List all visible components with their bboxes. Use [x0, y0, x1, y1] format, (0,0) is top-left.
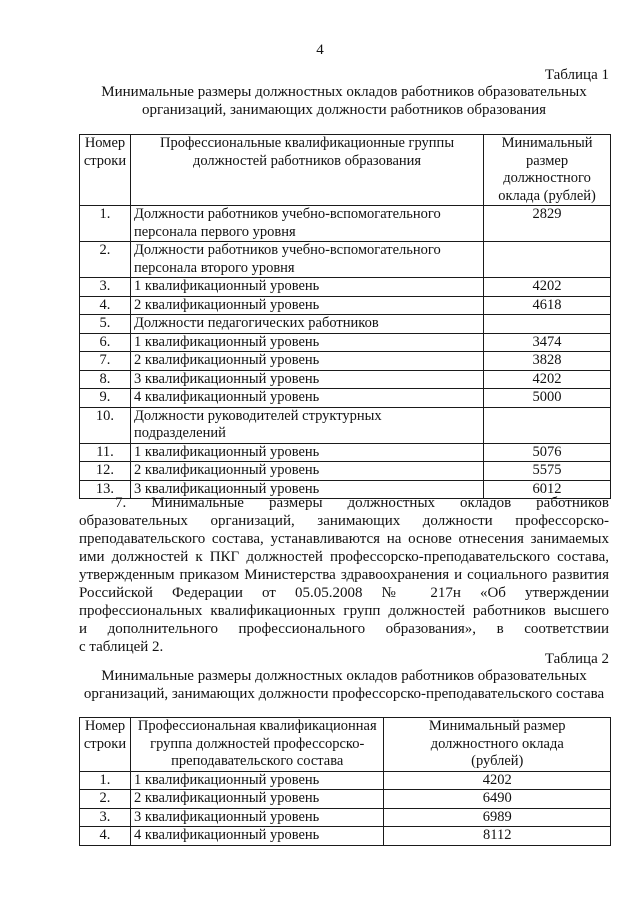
table-row — [80, 443, 611, 462]
row-number: 8. — [80, 370, 131, 389]
row-name — [130, 407, 483, 443]
table-row — [80, 407, 611, 443]
row-number: 13. — [80, 480, 131, 499]
row-number: 12. — [80, 462, 131, 481]
row-value: 4618 — [484, 296, 611, 315]
row-value: 2829 — [484, 206, 611, 242]
table1-title-line2: организаций, занимающих должности работников образования — [141, 101, 547, 118]
table-row — [80, 808, 611, 827]
row-number: 4. — [80, 296, 131, 315]
table2-title-line1: Минимальные размеры должностных окладов работников образовательных — [101, 668, 587, 684]
row-name: Должности педагогических работников — [130, 315, 483, 334]
table1 — [79, 134, 611, 499]
row-value: 4202 — [484, 370, 611, 389]
row-value: 4202 — [384, 771, 611, 790]
row-number: 5. — [80, 315, 131, 334]
header-text: оклада (рублей) — [498, 187, 596, 204]
row-number: 9. — [80, 389, 131, 408]
table-row — [80, 296, 611, 315]
row-name — [130, 242, 483, 278]
row-name-line: подразделений — [133, 425, 226, 441]
row-number: 2. — [80, 790, 131, 809]
table1-header-number — [80, 135, 131, 206]
table-row — [80, 771, 611, 790]
header-text: должностного — [503, 170, 591, 186]
header-text: группа должностей профессорско- — [150, 735, 365, 752]
table-row — [80, 462, 611, 481]
row-name: 2 квалификационный уровень — [130, 352, 483, 371]
paragraph-line: ими должностей к ПКГ должностей профессорско-преподавательского состава, — [79, 549, 609, 565]
table-row — [80, 352, 611, 371]
header-text: Номер — [84, 718, 126, 734]
header-text: строки — [83, 735, 127, 752]
table2-title — [69, 668, 619, 703]
table1-header-row — [80, 135, 611, 206]
row-value: 6490 — [384, 790, 611, 809]
row-number: 2. — [80, 242, 131, 278]
row-name: 4 квалификационный уровень — [130, 827, 384, 846]
table2-header-number — [80, 718, 131, 772]
row-name-line: Должности работников учебно-вспомогательного — [133, 206, 441, 222]
row-value: 4202 — [484, 278, 611, 297]
table-row — [80, 278, 611, 297]
row-name: 1 квалификационный уровень — [130, 278, 483, 297]
row-name-line: персонала второго уровня — [133, 259, 295, 276]
header-text: преподавательского состава — [171, 753, 344, 769]
row-number: 7. — [80, 352, 131, 371]
table-row — [80, 206, 611, 242]
table-row — [80, 315, 611, 334]
header-text: должностей работников образования — [192, 152, 422, 169]
paragraph-line: Российской Федерации от 05.05.2008 № 217н «Об утверждении — [79, 585, 609, 601]
table-row — [80, 333, 611, 352]
row-name-line: Должности работников учебно-вспомогательного — [133, 242, 441, 258]
paragraph-line: утвержденным приказом Министерства здравоохранения и социального развития — [79, 567, 609, 583]
header-text: Профессиональная квалификационная — [137, 718, 377, 734]
row-name: 2 квалификационный уровень — [130, 462, 483, 481]
row-name: 4 квалификационный уровень — [130, 389, 483, 408]
table1-header-salary — [484, 135, 611, 206]
row-number: 6. — [80, 333, 131, 352]
header-text: должностного оклада — [430, 735, 564, 752]
table2 — [79, 717, 611, 846]
paragraph-line: 7. Минимальные размеры должностных окладов работников — [115, 495, 609, 511]
paragraph-7 — [79, 494, 609, 656]
row-name-line: персонала первого уровня — [133, 223, 296, 240]
row-value: 5076 — [484, 443, 611, 462]
row-name-line: Должности руководителей структурных — [133, 407, 382, 424]
row-name: 3 квалификационный уровень — [130, 808, 384, 827]
row-name: 2 квалификационный уровень — [130, 790, 384, 809]
table2-label: Таблица 2 — [544, 651, 609, 667]
row-number: 10. — [80, 407, 131, 443]
paragraph-line: профессиональных квалификационных групп должностей работников высшего — [79, 603, 609, 619]
table1-title-line1: Минимальные размеры должностных окладов работников образовательных — [101, 84, 587, 100]
row-name: 3 квалификационный уровень — [130, 370, 483, 389]
row-value: 3828 — [484, 352, 611, 371]
header-text: Минимальный — [501, 135, 593, 151]
header-text: Номер — [84, 135, 126, 151]
row-value: 6012 — [484, 480, 611, 499]
row-name: 3 квалификационный уровень — [130, 480, 483, 499]
table-row — [80, 790, 611, 809]
table-row — [80, 242, 611, 278]
table2-header-group — [130, 718, 384, 772]
table1-title — [79, 84, 609, 119]
row-name — [130, 206, 483, 242]
row-number: 11. — [80, 443, 131, 462]
table1-label: Таблица 1 — [544, 67, 609, 83]
paragraph-line: преподавательского состава, устанавливаются на основе отнесения занимаемых — [79, 531, 609, 547]
table-row — [80, 389, 611, 408]
table-row — [80, 370, 611, 389]
row-number: 3. — [80, 808, 131, 827]
row-name: 1 квалификационный уровень — [130, 333, 483, 352]
row-value: 5000 — [484, 389, 611, 408]
row-value — [484, 407, 611, 443]
row-number: 3. — [80, 278, 131, 297]
row-number: 1. — [80, 771, 131, 790]
row-name: 1 квалификационный уровень — [130, 443, 483, 462]
page-number: 4 — [316, 42, 324, 58]
paragraph-line: и дополнительного профессионального образования», в соответствии — [79, 621, 609, 637]
row-value: 3474 — [484, 333, 611, 352]
header-text: размер — [526, 152, 569, 169]
paragraph-line: с таблицей 2. — [79, 639, 164, 655]
header-text: Профессиональные квалификационные группы — [160, 135, 455, 151]
row-number: 4. — [80, 827, 131, 846]
row-name: 2 квалификационный уровень — [130, 296, 483, 315]
row-name: 1 квалификационный уровень — [130, 771, 384, 790]
row-number: 1. — [80, 206, 131, 242]
table2-header-row — [80, 718, 611, 772]
header-text: строки — [83, 152, 127, 169]
row-value: 5575 — [484, 462, 611, 481]
table-row — [80, 827, 611, 846]
row-value: 6989 — [384, 808, 611, 827]
table2-header-salary — [384, 718, 611, 772]
table1-header-group — [130, 135, 483, 206]
header-text: (рублей) — [471, 753, 524, 769]
table2-title-line2: организаций, занимающих должности профессорско-преподавательского состава — [83, 685, 605, 702]
paragraph-line: образовательных организаций, занимающих должности профессорско- — [79, 513, 609, 529]
header-text: Минимальный размер — [428, 718, 566, 734]
row-value — [484, 242, 611, 278]
row-value — [484, 315, 611, 334]
row-value: 8112 — [384, 827, 611, 846]
